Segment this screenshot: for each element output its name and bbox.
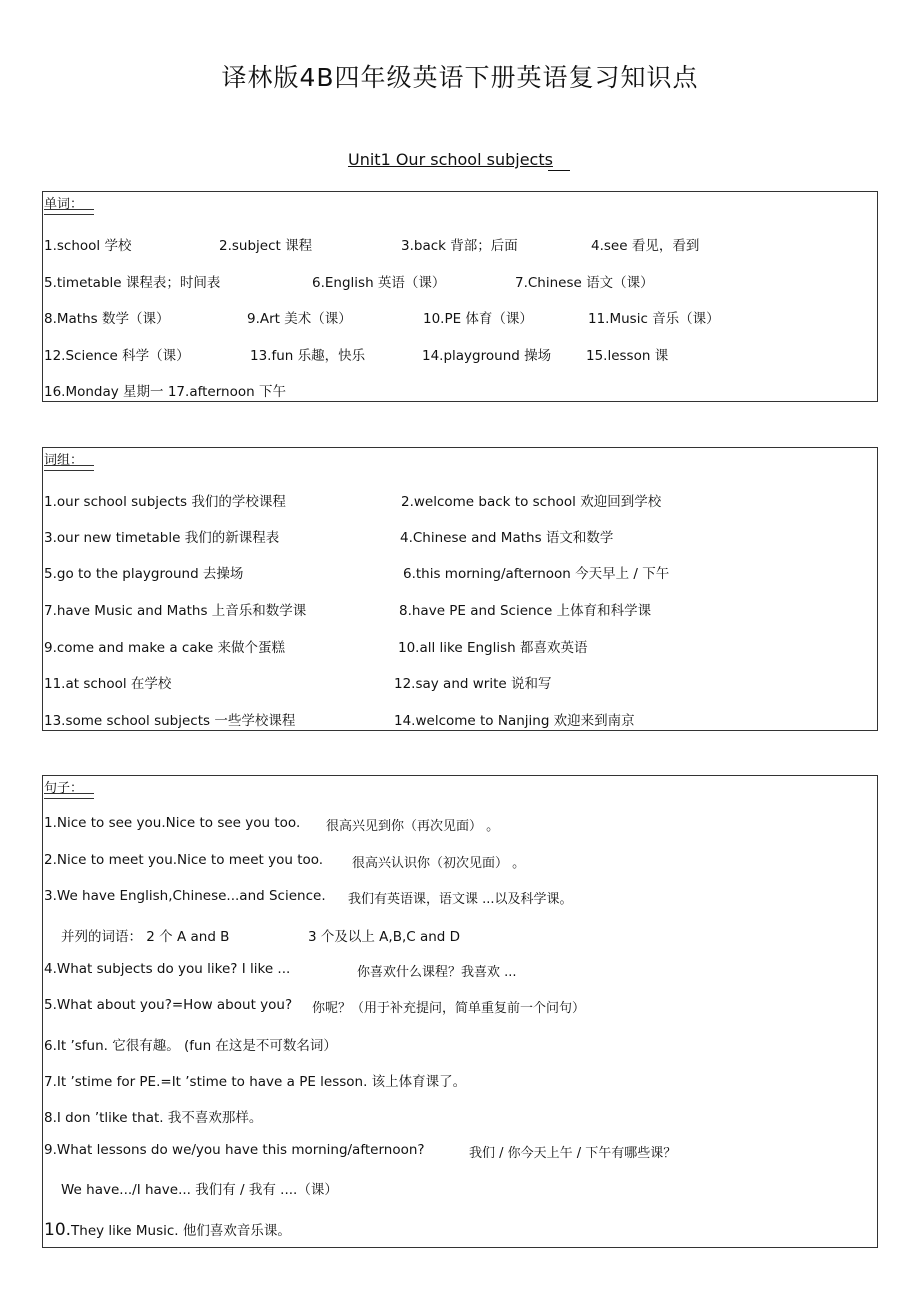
vocab-item: 1.school 学校 (44, 238, 132, 254)
sentence-en: 3.We have English,Chinese...and Science. (44, 888, 326, 904)
sentences-box (42, 775, 878, 1248)
sentence-en: 9.What lessons do we/you have this morning/afternoon? (44, 1142, 425, 1158)
phrase-item: 14.welcome to Nanjing 欢迎来到南京 (394, 713, 635, 729)
sentence-cn: 我们有英语课，语文课 ...以及科学课。 (348, 892, 573, 907)
phrase-item: 13.some school subjects 一些学校课程 (44, 713, 296, 729)
phrase-item: 4.Chinese and Maths 语文和数学 (400, 530, 614, 546)
vocab-item: 16.Monday 星期一 17.afternoon 下午 (44, 384, 286, 400)
vocab-label: 单词： (44, 197, 84, 212)
page-title: 译林版4B四年级英语下册英语复习知识点 (221, 63, 699, 92)
label-underline (44, 209, 94, 215)
phrase-item: 1.our school subjects 我们的学校课程 (44, 494, 286, 510)
label-underline (44, 793, 94, 799)
vocab-item: 13.fun 乐趣，快乐 (250, 348, 366, 364)
sentence-en: 2.Nice to meet you.Nice to meet you too. (44, 852, 324, 868)
label-underline (44, 465, 94, 471)
phrase-item: 12.say and write 说和写 (394, 676, 552, 692)
phrase-item: 8.have PE and Science 上体育和科学课 (399, 603, 652, 619)
vocab-item: 14.playground 操场 (422, 348, 552, 364)
vocab-item: 7.Chinese 语文（课） (515, 275, 654, 291)
sentence-number: 10. (44, 1220, 72, 1240)
vocab-item: 4.see 看见，看到 (591, 238, 700, 254)
note-en: 并列的词语： 2 个 A and B (61, 929, 230, 945)
unit-heading: Unit1 Our school subjects (348, 150, 553, 169)
phrase-item: 9.come and make a cake 来做个蛋糕 (44, 640, 286, 656)
vocab-box (42, 191, 878, 402)
vocab-item: 5.timetable 课程表；时间表 (44, 275, 221, 291)
sentence-en (44, 1219, 291, 1240)
vocab-item: 3.back 背部；后面 (401, 238, 518, 254)
phrases-box (42, 447, 878, 731)
sentence-en: 8.I don ’tlike that. 我不喜欢那样。 (44, 1110, 263, 1126)
sentence-en: 1.Nice to see you.Nice to see you too. (44, 815, 301, 831)
sentence-cn: 我们 / 你今天上午 / 下午有哪些课？ (469, 1146, 677, 1161)
sentences-label: 句子： (44, 781, 84, 796)
sentence-text: They like Music. 他们喜欢音乐课。 (71, 1223, 291, 1239)
phrase-item: 11.at school 在学校 (44, 676, 172, 692)
phrase-item: 2.welcome back to school 欢迎回到学校 (401, 494, 662, 510)
phrase-item: 7.have Music and Maths 上音乐和数学课 (44, 603, 307, 619)
vocab-item: 2.subject 课程 (219, 238, 313, 254)
vocab-item: 8.Maths 数学（课） (44, 311, 170, 327)
vocab-item: 15.lesson 课 (586, 348, 669, 364)
vocab-item: 9.Art 美术（课） (247, 311, 352, 327)
sentence-en: 4.What subjects do you like? I like ... (44, 961, 291, 977)
note-cn: 3 个及以上 A,B,C and D (308, 929, 461, 945)
sentence-en: We have.../I have... 我们有 / 我有 ....（课） (61, 1182, 338, 1198)
phrases-label: 词组： (44, 453, 84, 468)
sentence-en: 6.It ’sfun. 它很有趣。 (fun 在这是不可数名词） (44, 1038, 337, 1054)
phrase-item: 6.this morning/afternoon 今天早上 / 下午 (403, 566, 670, 582)
vocab-item: 6.English 英语（课） (312, 275, 446, 291)
sentence-cn: 很高兴见到你（再次见面） 。 (326, 819, 500, 834)
sentence-cn: 很高兴认识你（初次见面） 。 (352, 856, 526, 871)
phrase-item: 10.all like English 都喜欢英语 (398, 640, 588, 656)
sentence-en: 7.It ’stime for PE.=It ’stime to have a PE lesson. 该上体育课了。 (44, 1074, 467, 1090)
sentence-en: 5.What about you?=How about you? (44, 997, 293, 1013)
sentence-cn: 你呢？（用于补充提问，简单重复前一个问句） (312, 1001, 586, 1016)
vocab-item: 12.Science 科学（课） (44, 348, 190, 364)
unit-underline (548, 170, 570, 171)
vocab-item: 10.PE 体育（课） (423, 311, 533, 327)
sentence-cn: 你喜欢什么课程？我喜欢 ... (357, 965, 517, 980)
phrase-item: 5.go to the playground 去操场 (44, 566, 244, 582)
phrase-item: 3.our new timetable 我们的新课程表 (44, 530, 280, 546)
vocab-item: 11.Music 音乐（课） (588, 311, 720, 327)
